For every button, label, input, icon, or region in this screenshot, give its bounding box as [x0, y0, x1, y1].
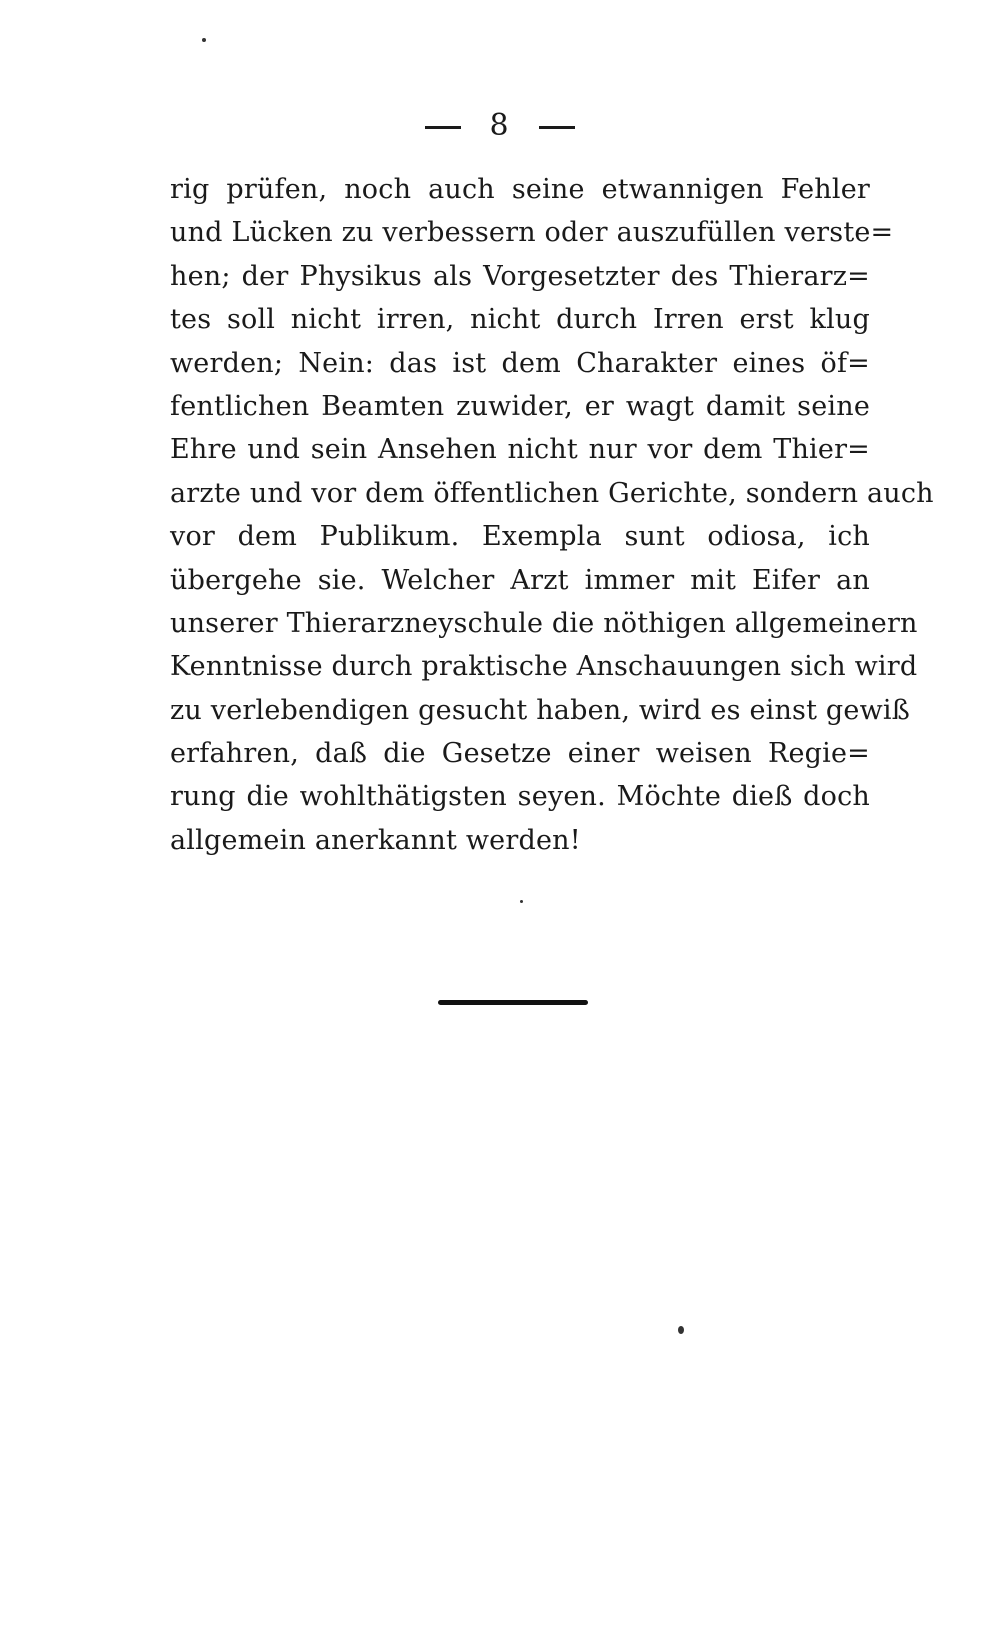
paper-speck	[202, 38, 206, 42]
paper-speck	[678, 1326, 684, 1334]
text-line: Ehre und sein Ansehen nicht nur vor dem Thier=	[170, 434, 870, 466]
text-line: übergehe sie. Welcher Arzt immer mit Eifer an	[170, 564, 870, 596]
text-line: allgemein anerkannt werden!	[170, 824, 581, 856]
text-line: erfahren, daß die Gesetze einer weisen Regie=	[170, 738, 870, 770]
text-line: fentlichen Beamten zuwider, er wagt damit seine	[170, 390, 870, 422]
end-ornament-rule	[438, 1000, 588, 1005]
text-line: hen; der Physikus als Vorgesetzter des Thierarz=	[170, 260, 870, 292]
header-dash-right	[539, 126, 575, 129]
text-line: vor dem Publikum. Exempla sunt odiosa, ich	[170, 521, 870, 553]
text-line: rig prüfen, noch auch seine etwannigen Fehler	[170, 174, 870, 205]
page-header	[0, 108, 1000, 143]
body-text	[170, 168, 934, 862]
text-line: zu verlebendigen gesucht haben, wird es einst gewiß	[170, 694, 910, 726]
text-line: unserer Thierarzneyschule die nöthigen allgemeinern	[170, 607, 918, 639]
text-line: arzte und vor dem öffentlichen Gerichte, sondern auch	[170, 477, 934, 509]
header-dash-left	[425, 126, 461, 129]
text-line: rung die wohlthätigsten seyen. Möchte dieß doch	[170, 781, 870, 813]
text-line: tes soll nicht irren, nicht durch Irren erst klug	[170, 304, 870, 336]
page-number: 8	[489, 108, 511, 143]
text-line: Kenntnisse durch praktische Anschauungen sich wird	[170, 651, 918, 683]
text-line: und Lücken zu verbessern oder auszufüllen verste=	[170, 217, 894, 249]
text-line: werden; Nein: das ist dem Charakter eines öf=	[170, 347, 870, 379]
paper-speck	[520, 900, 523, 903]
